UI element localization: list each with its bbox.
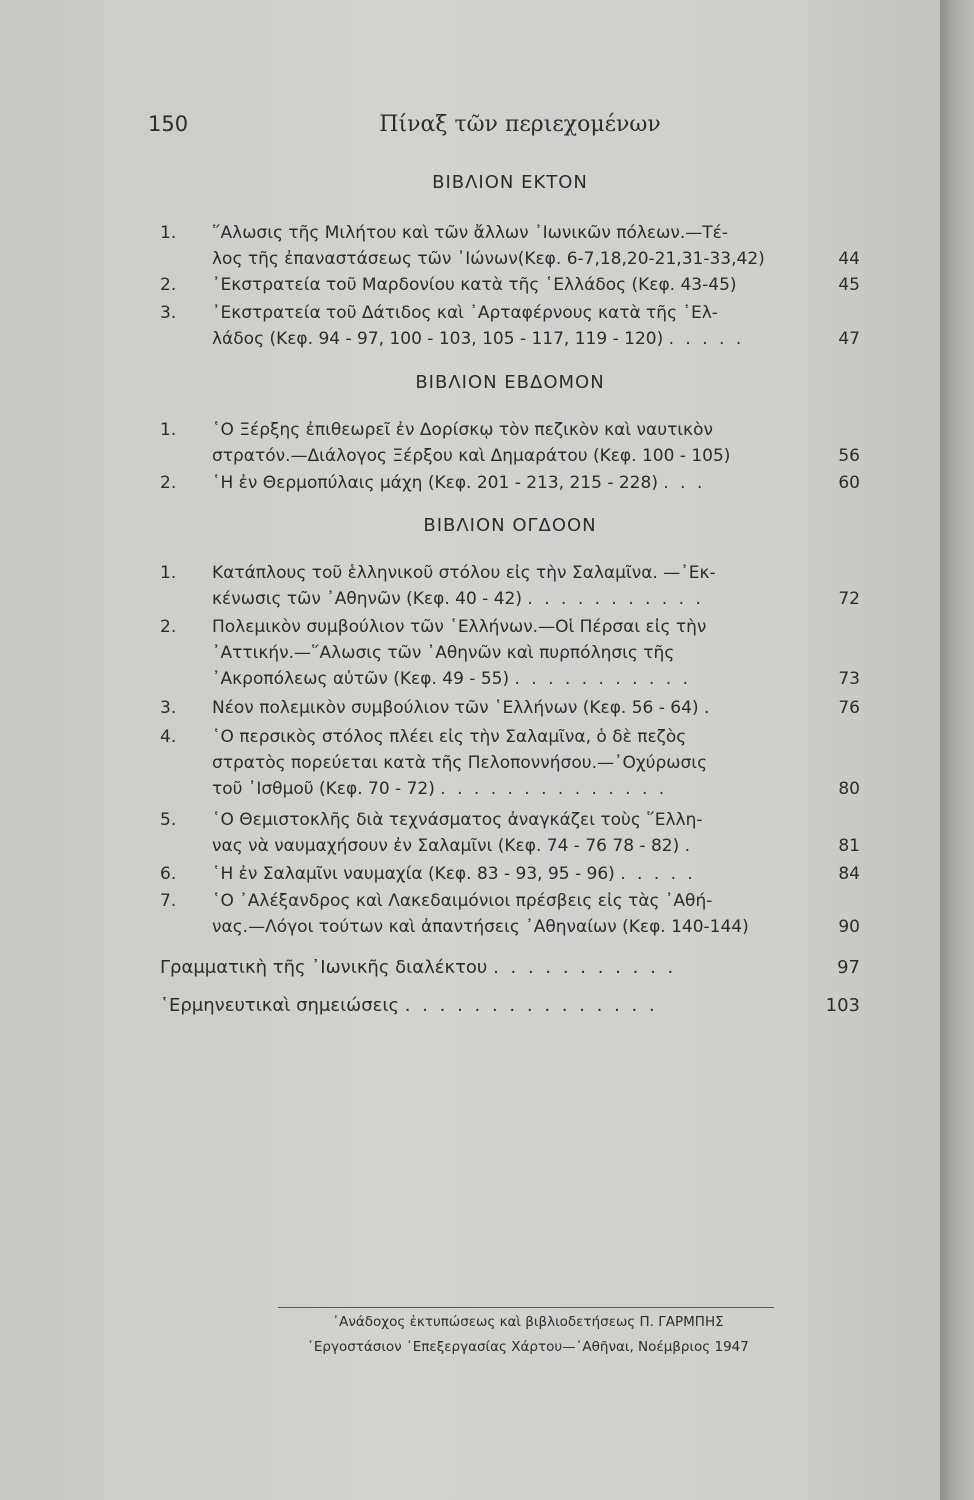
entry-text: κένωσις τῶν ᾿Αθηνῶν (Κεφ. 40 - 42) — [212, 589, 522, 609]
entry-text: Νέον πολεμικὸν συμβούλιον τῶν ῾Ελλήνων (Κεφ. 56 - 64) — [212, 698, 699, 718]
dot-leader: . . . . . — [668, 329, 745, 349]
entry-text: νας νὰ ναυμαχήσουν ἐν Σαλαμῖνι (Κεφ. 74 - 76 78 - 82) — [212, 836, 680, 856]
entry-text: ῾Ερμηνευτικαὶ σημειώσεις — [160, 995, 400, 1016]
entry-page: 84 — [838, 864, 860, 884]
entry-text: ῾Ο Ξέρξης ἐπιθεωρεῖ ἐν Δορίσκῳ τὸν πεζικὸν καὶ ναυτικὸν — [212, 420, 713, 440]
entry-text: ῾Ο περσικὸς στόλος πλέει εἰς τὴν Σαλαμῖνα, ὁ δὲ πεζὸς — [212, 727, 687, 747]
entry-number: 7. — [160, 891, 177, 911]
entry-text: ῾Η ἐν Θερμοπύλαις μάχη (Κεφ. 201 - 213, 215 - 228) — [212, 473, 658, 493]
entry-number: 2. — [160, 275, 177, 295]
entry-page: 103 — [825, 995, 860, 1016]
entry-page: 72 — [838, 589, 860, 609]
page-header — [0, 112, 940, 146]
entry-text: ᾿Εκστρατεία τοῦ Μαρδονίου κατὰ τῆς ῾Ελλάδος (Κεφ. 43-45) — [212, 275, 737, 295]
toc-entry — [160, 807, 860, 859]
toc-entry — [160, 470, 860, 496]
toc-entry — [160, 300, 860, 352]
printer-credit: ᾿Ανάδοχος ἐκτυπώσεως καὶ βιβλιοδετήσεως Π. ΓΑΡΜΠΗΣ — [332, 1314, 724, 1330]
entry-number: 5. — [160, 810, 177, 830]
dot-leader: . . . . . . . . . . . — [493, 957, 677, 978]
dot-leader: . . . . . . . . . . . — [514, 669, 691, 689]
entry-number: 2. — [160, 617, 177, 637]
toc-entry — [160, 417, 860, 469]
printer-address: ᾿Εργοστάσιον ᾿Επεξεργασίας Χάρτου—᾿Αθῆναι, Νοέμβριος 1947 — [307, 1339, 749, 1355]
toc-entry — [160, 220, 860, 272]
toc-entry — [160, 614, 860, 692]
entry-page: 73 — [838, 669, 860, 689]
toc-entry — [160, 272, 860, 298]
entry-page: 45 — [838, 275, 860, 295]
toc-entry — [160, 695, 860, 721]
entry-text: ῾Η ἐν Σαλαμῖνι ναυμαχία (Κεφ. 83 - 93, 95 - 96) — [212, 864, 615, 884]
entry-number: 3. — [160, 698, 177, 718]
entry-number: 6. — [160, 864, 177, 884]
entry-page: 47 — [838, 329, 860, 349]
entry-page: 97 — [837, 957, 860, 978]
entry-text: νας.—Λόγοι τούτων καὶ ἀπαντήσεις ᾿Αθηναίων (Κεφ. 140-144) — [212, 917, 749, 937]
entry-text: ῞Αλωσις τῆς Μιλήτου καὶ τῶν ἄλλων ᾿Ιωνικῶν πόλεων.—Τέ- — [212, 223, 728, 243]
entry-text: λος τῆς ἐπαναστάσεως τῶν ᾿Ιώνων(Κεφ. 6-7,18,20-21,31-33,42) — [212, 249, 765, 269]
entry-text: ᾿Εκστρατεία τοῦ Δάτιδος καὶ ᾿Αρταφέρνους κατὰ τῆς ῾Ελ- — [212, 303, 718, 323]
dot-leader: . . . . . . . . . . . . . . . — [404, 995, 658, 1016]
entry-number: 1. — [160, 563, 177, 583]
toc-entry — [160, 560, 860, 612]
entry-number: 2. — [160, 473, 177, 493]
page-number: 150 — [148, 112, 189, 136]
toc-entry-grammar — [160, 955, 860, 981]
toc-entry — [160, 724, 860, 802]
entry-text: Κατάπλους τοῦ ἑλληνικοῦ στόλου εἰς τὴν Σαλαμῖνα. —᾿Εκ- — [212, 563, 716, 583]
dot-leader: . . . . . . . . . . . — [527, 589, 704, 609]
entry-text: ᾿Αττικήν.—῞Αλωσις τῶν ᾿Αθηνῶν καὶ πυρπόλησις τῆς — [212, 643, 675, 663]
entry-text: Γραμματικὴ τῆς ᾿Ιωνικῆς διαλέκτου — [160, 957, 488, 978]
entry-text: στρατόν.—Διάλογος Ξέρξου καὶ Δημαράτου (Κεφ. 100 - 105) — [212, 446, 731, 466]
section-heading-book-6: ΒΙΒΛΙΟΝ ΕΚΤΟΝ — [432, 172, 588, 193]
toc-entry — [160, 861, 860, 887]
dot-leader: . — [703, 698, 713, 718]
entry-page: 80 — [838, 779, 860, 799]
dot-leader: . . . . . . . . . . . . . . — [440, 779, 668, 799]
entry-text: ῾Ο Θεμιστοκλῆς διὰ τεχνάσματος ἀναγκάζει τοὺς ῞Ελλη- — [212, 810, 703, 830]
entry-page: 44 — [838, 249, 860, 269]
entry-text: λάδος (Κεφ. 94 - 97, 100 - 103, 105 - 117, 119 - 120) — [212, 329, 664, 349]
dot-leader: . . . — [663, 473, 706, 493]
section-heading-book-7: ΒΙΒΛΙΟΝ ΕΒΔΟΜΟΝ — [415, 372, 605, 393]
entry-text: Πολεμικὸν συμβούλιον τῶν ῾Ελλήνων.—Οἱ Πέρσαι εἰς τὴν — [212, 617, 707, 637]
section-heading-book-8: ΒΙΒΛΙΟΝ ΟΓΔΟΟΝ — [423, 515, 597, 536]
running-title: Πίναξ τῶν περιεχομένων — [379, 112, 661, 137]
entry-page: 76 — [838, 698, 860, 718]
page-edge — [940, 0, 974, 1500]
entry-number: 1. — [160, 420, 177, 440]
dot-leader: . . . . . — [620, 864, 696, 884]
footer-rule — [278, 1307, 774, 1308]
entry-number: 4. — [160, 727, 177, 747]
toc-entry-notes — [160, 993, 860, 1019]
entry-text: ῾Ο ᾿Αλέξανδρος καὶ Λακεδαιμόνιοι πρέσβεις εἰς τὰς ᾿Αθή- — [212, 891, 713, 911]
entry-page: 81 — [838, 836, 860, 856]
entry-text: στρατὸς πορεύεται κατὰ τῆς Πελοποννήσου.—᾿Οχύρωσις — [212, 753, 708, 773]
entry-page: 60 — [838, 473, 860, 493]
entry-text: ᾿Ακροπόλεως αὐτῶν (Κεφ. 49 - 55) — [212, 669, 510, 689]
entry-number: 1. — [160, 223, 177, 243]
entry-page: 56 — [838, 446, 860, 466]
entry-number: 3. — [160, 303, 177, 323]
dot-leader: . — [684, 836, 694, 856]
entry-text: τοῦ ᾿Ισθμοῦ (Κεφ. 70 - 72) — [212, 779, 435, 799]
toc-entry — [160, 888, 860, 940]
entry-page: 90 — [838, 917, 860, 937]
